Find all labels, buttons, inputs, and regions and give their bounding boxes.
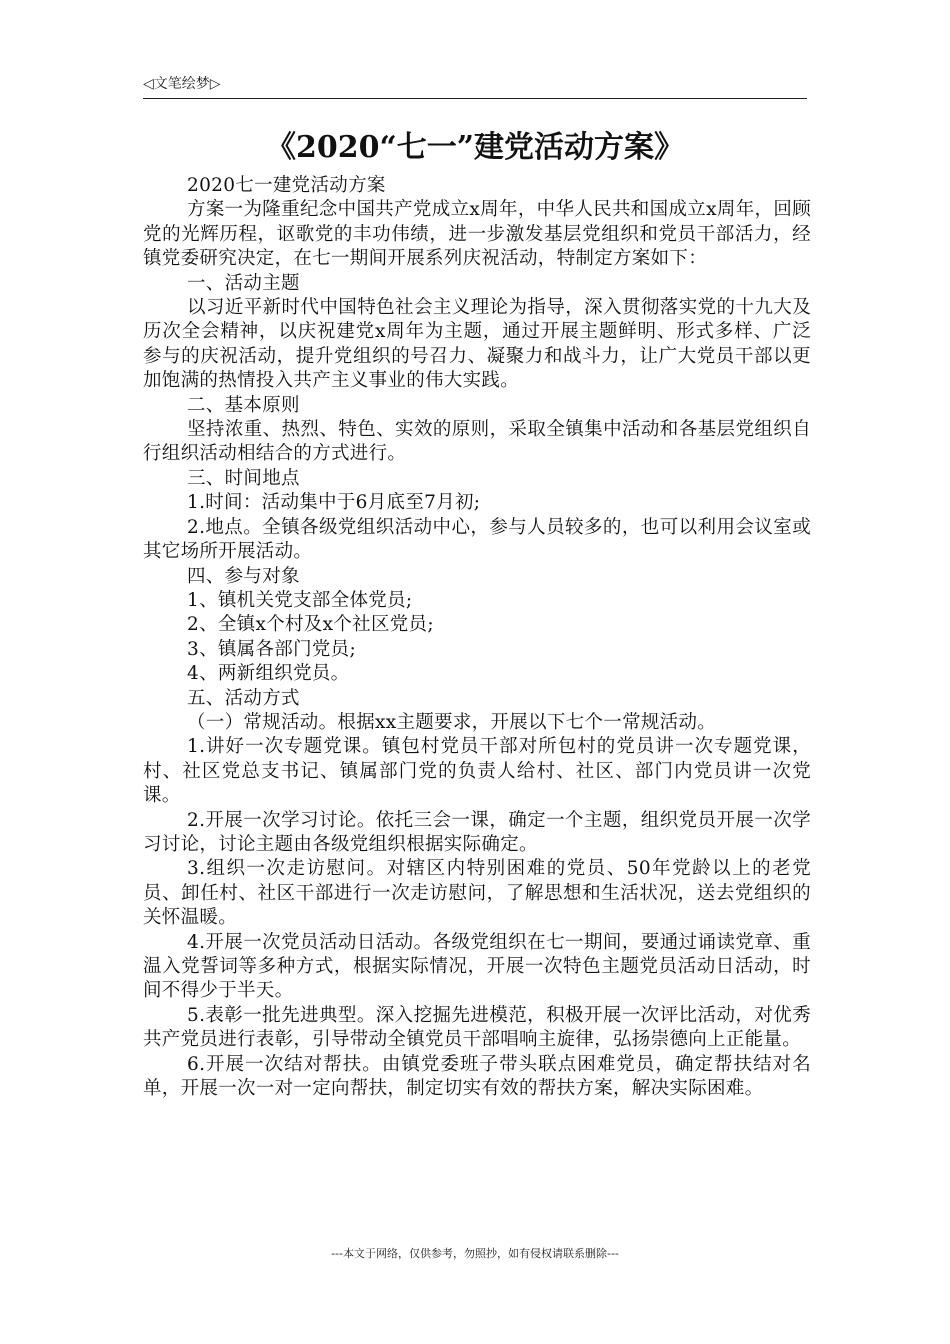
list-item: 2、全镇x个村及x个社区党员; [187, 614, 434, 636]
list-item: 1、镇机关党支部全体党员; [187, 589, 413, 611]
body-paragraph: 以习近平新时代中国特色社会主义理论为指导，深入贯彻落实党的十九大及历次全会精神，以庆祝建党x周年为主题，通过开展主题鲜明、形式多样、广泛参与的庆祝活动，提升党组织的号召力、凝聚力和战斗力，让广大党员干部以更加饱满的热情投入共产主义事业的伟大实践。 [143, 297, 811, 392]
section-heading: 一、活动主题 [187, 272, 300, 294]
section-heading: 二、基本原则 [187, 394, 300, 416]
section-heading: 三、时间地点 [187, 467, 300, 489]
section-heading: 四、参与对象 [187, 565, 300, 587]
list-item: 6.开展一次结对帮扶。由镇党委班子带头联点困难党员，确定帮扶结对名单，开展一次一对一定向帮扶，制定切实有效的帮扶方案，解决实际困难。 [143, 1053, 811, 1100]
document-body [143, 174, 811, 1101]
page-footer-disclaimer: ---本文于网络，仅供参考，勿照抄，如有侵权请联系删除--- [331, 1247, 619, 1260]
list-item: 1.时间：活动集中于6月底至7月初; [187, 492, 481, 514]
list-item: 4.开展一次党员活动日活动。各级党组织在七一期间，要通过诵读党章、重温入党誓词等多种方式，根据实际情况，开展一次特色主题党员活动日活动，时间不得少于半天。 [143, 931, 811, 1002]
list-item: 2.地点。全镇各级党组织活动中心，参与人员较多的，也可以利用会议室或其它场所开展活动。 [143, 516, 811, 563]
body-paragraph: 坚持浓重、热烈、特色、实效的原则，采取全镇集中活动和各基层党组织自行组织活动相结合的方式进行。 [143, 419, 811, 465]
section-heading: 五、活动方式 [187, 687, 300, 709]
list-item: 5.表彰一批先进典型。深入挖掘先进模范，积极开展一次评比活动，对优秀共产党员进行表彰，引导带动全镇党员干部唱响主旋律，弘扬崇德向上正能量。 [143, 1004, 811, 1051]
body-paragraph: 2020七一建党活动方案 [187, 175, 386, 196]
list-item: 1.讲好一次专题党课。镇包村党员干部对所包村的党员讲一次专题党课，村、社区党总支书记、镇属部门党的负责人给村、社区、部门内党员讲一次党课。 [143, 736, 811, 807]
body-paragraph: （一）常规活动。根据xx主题要求，开展以下七个一常规活动。 [187, 711, 717, 733]
list-item: 2.开展一次学习讨论。依托三会一课，确定一个主题，组织党员开展一次学习讨论，讨论主题由各级党组织根据实际确定。 [143, 809, 811, 855]
list-item: 4、两新组织党员。 [187, 663, 350, 685]
page-header [143, 74, 807, 99]
list-item: 3、镇属各部门党员; [187, 638, 357, 660]
body-paragraph: 方案一为隆重纪念中国共产党成立x周年，中华人民共和国成立x周年，回顾党的光辉历程，讴歌党的丰功伟绩，进一步激发基层党组织和党员干部活力，经镇党委研究决定，在七一期间开展系列庆祝活动，特制定方案如下： [143, 199, 811, 270]
header-logo-text: ◁文笔绘梦▷ [143, 76, 221, 92]
document-title: 《2020“七一”建党活动方案》 [265, 130, 684, 165]
list-item: 3.组织一次走访慰问。对辖区内特别困难的党员、50年党龄以上的老党员、卸任村、社区干部进行一次走访慰问，了解思想和生活状况，送去党组织的关怀温暖。 [143, 858, 811, 929]
